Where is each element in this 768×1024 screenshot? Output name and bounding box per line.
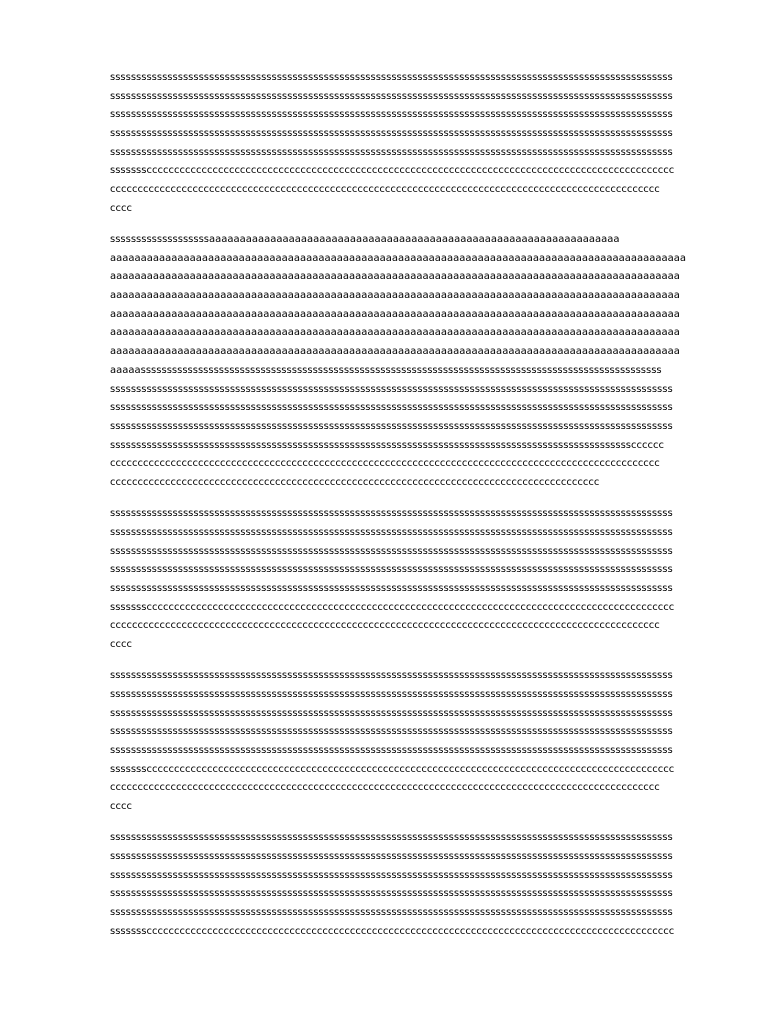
text-line: cccccccccccccccccccccccccccccccccccccccccccccccccccccccccccccccccccccccccccccccccccccccccccccccccccc bbox=[110, 458, 660, 470]
text-line: aaaaaaaaaaaaaaaaaaaaaaaaaaaaaaaaaaaaaaaaaaaaaaaaaaaaaaaaaaaaaaaaaaaaaaaaaaaaaaaaaaaaaaaaaaaaa bbox=[110, 290, 680, 302]
text-line: ssssssssssssssssssssssssssssssssssssssssssssssssssssssssssssssssssssssssssssssssssssssssssssssssssssssssssss bbox=[110, 906, 673, 918]
text-line: ssssssssssssssssssssssssssssssssssssssssssssssssssssssssssssssssssssssssssssssssssssssssssssssssssssssssssss bbox=[110, 526, 673, 538]
paragraph-4 bbox=[110, 667, 722, 817]
document-body bbox=[110, 69, 722, 941]
text-line: cccc bbox=[110, 638, 132, 650]
paragraph-3 bbox=[110, 505, 722, 655]
text-line: ssssssssssssssssssssssssssssssssssssssssssssssssssssssssssssssssssssssssssssssssssssssssssssssssssssssssssss bbox=[110, 726, 673, 738]
text-line: ssssssssssssssssssssssssssssssssssssssssssssssssssssssssssssssssssssssssssssssssssssssssssssssssssssssssssss bbox=[110, 869, 673, 881]
text-line: sssssssssssssssssssssssssssssssssssssssssssssssssssssssssssssssssssssssssssssssssssssssssssssssssssscccccc bbox=[110, 439, 664, 451]
text-line: aaaaaaaaaaaaaaaaaaaaaaaaaaaaaaaaaaaaaaaaaaaaaaaaaaaaaaaaaaaaaaaaaaaaaaaaaaaaaaaaaaaaaaaaaaaaa bbox=[110, 308, 680, 320]
text-line: cccccccccccccccccccccccccccccccccccccccccccccccccccccccccccccccccccccccccccccccccccccccccccccccccccc bbox=[110, 184, 660, 196]
text-line: cccccccccccccccccccccccccccccccccccccccccccccccccccccccccccccccccccccccccccccccccccccccccccccccccccc bbox=[110, 782, 660, 794]
text-line: ssssssssssssssssssssssssssssssssssssssssssssssssssssssssssssssssssssssssssssssssssssssssssssssssssssssssssss bbox=[110, 420, 673, 432]
text-line: ssssssssssssssssssssssssssssssssssssssssssssssssssssssssssssssssssssssssssssssssssssssssssssssssssssssssssss bbox=[110, 402, 673, 414]
text-line: aaaaaaaaaaaaaaaaaaaaaaaaaaaaaaaaaaaaaaaaaaaaaaaaaaaaaaaaaaaaaaaaaaaaaaaaaaaaaaaaaaaaaaaaaaaaa bbox=[110, 346, 680, 358]
text-line: cccc bbox=[110, 202, 132, 214]
text-line: ssssssssssssssssssssssssssssssssssssssssssssssssssssssssssssssssssssssssssssssssssssssssssssssssssssssssssss bbox=[110, 146, 673, 158]
text-line: ssssssscccccccccccccccccccccccccccccccccccccccccccccccccccccccccccccccccccccccccccccccccccccccccccccccc bbox=[110, 763, 675, 775]
text-line: aaaaaaaaaaaaaaaaaaaaaaaaaaaaaaaaaaaaaaaaaaaaaaaaaaaaaaaaaaaaaaaaaaaaaaaaaaaaaaaaaaaaaaaaaaaaa bbox=[110, 271, 680, 283]
text-line: ssssssssssssssssssssssssssssssssssssssssssssssssssssssssssssssssssssssssssssssssssssssssssssssssssssssssssss bbox=[110, 670, 673, 682]
text-line: ssssssssssssssssssssssssssssssssssssssssssssssssssssssssssssssssssssssssssssssssssssssssssssssssssssssssssss bbox=[110, 832, 673, 844]
text-line: aaaaaaaaaaaaaaaaaaaaaaaaaaaaaaaaaaaaaaaaaaaaaaaaaaaaaaaaaaaaaaaaaaaaaaaaaaaaaaaaaaaaaaaaaaaaaa bbox=[110, 252, 687, 264]
text-line: ssssssssssssssssssssssssssssssssssssssssssssssssssssssssssssssssssssssssssssssssssssssssssssssssssssssssssss bbox=[110, 744, 673, 756]
text-line: ssssssssssssssssssssssssssssssssssssssssssssssssssssssssssssssssssssssssssssssssssssssssssssssssssssssssssss bbox=[110, 109, 673, 121]
text-line: aaaaassssssssssssssssssssssssssssssssssssssssssssssssssssssssssssssssssssssssssssssssssssssssssssssssssss bbox=[110, 364, 662, 376]
text-line: ssssssssssssssssssssssssssssssssssssssssssssssssssssssssssssssssssssssssssssssssssssssssssssssssssssssssssss bbox=[110, 508, 673, 520]
text-line: ssssssssssssssssssssssssssssssssssssssssssssssssssssssssssssssssssssssssssssssssssssssssssssssssssssssssssss bbox=[110, 72, 673, 83]
text-line: ssssssssssssssssssssssssssssssssssssssssssssssssssssssssssssssssssssssssssssssssssssssssssssssssssssssssssss bbox=[110, 383, 673, 395]
text-line: ssssssscccccccccccccccccccccccccccccccccccccccccccccccccccccccccccccccccccccccccccccccccccccccccccccccc bbox=[110, 601, 675, 613]
text-line: ssssssssssssssssssssssssssssssssssssssssssssssssssssssssssssssssssssssssssssssssssssssssssssssssssssssssssss bbox=[110, 707, 673, 719]
text-line: cccc bbox=[110, 800, 132, 812]
text-line: cccccccccccccccccccccccccccccccccccccccccccccccccccccccccccccccccccccccccccccccccccccccccccccccccccc bbox=[110, 620, 660, 632]
text-line: ssssssssssssssssssssssssssssssssssssssssssssssssssssssssssssssssssssssssssssssssssssssssssssssssssssssssssss bbox=[110, 850, 673, 862]
text-line: ssssssssssssssssssssssssssssssssssssssssssssssssssssssssssssssssssssssssssssssssssssssssssssssssssssssssssss bbox=[110, 545, 673, 557]
text-line: ssssssscccccccccccccccccccccccccccccccccccccccccccccccccccccccccccccccccccccccccccccccccccccccccccccccc bbox=[110, 165, 675, 177]
text-line: ccccccccccccccccccccccccccccccccccccccccccccccccccccccccccccccccccccccccccccccccccccccccc bbox=[110, 476, 600, 488]
text-line: ssssssssssssssssssssssssssssssssssssssssssssssssssssssssssssssssssssssssssssssssssssssssssssssssssssssssssss bbox=[110, 888, 673, 900]
text-line: ssssssssssssssssssssssssssssssssssssssssssssssssssssssssssssssssssssssssssssssssssssssssssssssssssssssssssss bbox=[110, 564, 673, 576]
text-line: ssssssscccccccccccccccccccccccccccccccccccccccccccccccccccccccccccccccccccccccccccccccccccccccccccccccc bbox=[110, 925, 675, 937]
paragraph-1 bbox=[110, 69, 722, 219]
paragraph-2 bbox=[110, 231, 722, 493]
text-line: ssssssssssssssssssssssssssssssssssssssssssssssssssssssssssssssssssssssssssssssssssssssssssssssssssssssssssss bbox=[110, 90, 673, 102]
text-line: sssssssssssssssssssaaaaaaaaaaaaaaaaaaaaaaaaaaaaaaaaaaaaaaaaaaaaaaaaaaaaaaaaaaaaaaaaaaa bbox=[110, 234, 620, 245]
text-line: aaaaaaaaaaaaaaaaaaaaaaaaaaaaaaaaaaaaaaaaaaaaaaaaaaaaaaaaaaaaaaaaaaaaaaaaaaaaaaaaaaaaaaaaaaaaa bbox=[110, 327, 680, 339]
paragraph-5 bbox=[110, 829, 722, 941]
text-line: ssssssssssssssssssssssssssssssssssssssssssssssssssssssssssssssssssssssssssssssssssssssssssssssssssssssssssss bbox=[110, 582, 673, 594]
text-line: ssssssssssssssssssssssssssssssssssssssssssssssssssssssssssssssssssssssssssssssssssssssssssssssssssssssssssss bbox=[110, 128, 673, 140]
text-line: ssssssssssssssssssssssssssssssssssssssssssssssssssssssssssssssssssssssssssssssssssssssssssssssssssssssssssss bbox=[110, 688, 673, 700]
